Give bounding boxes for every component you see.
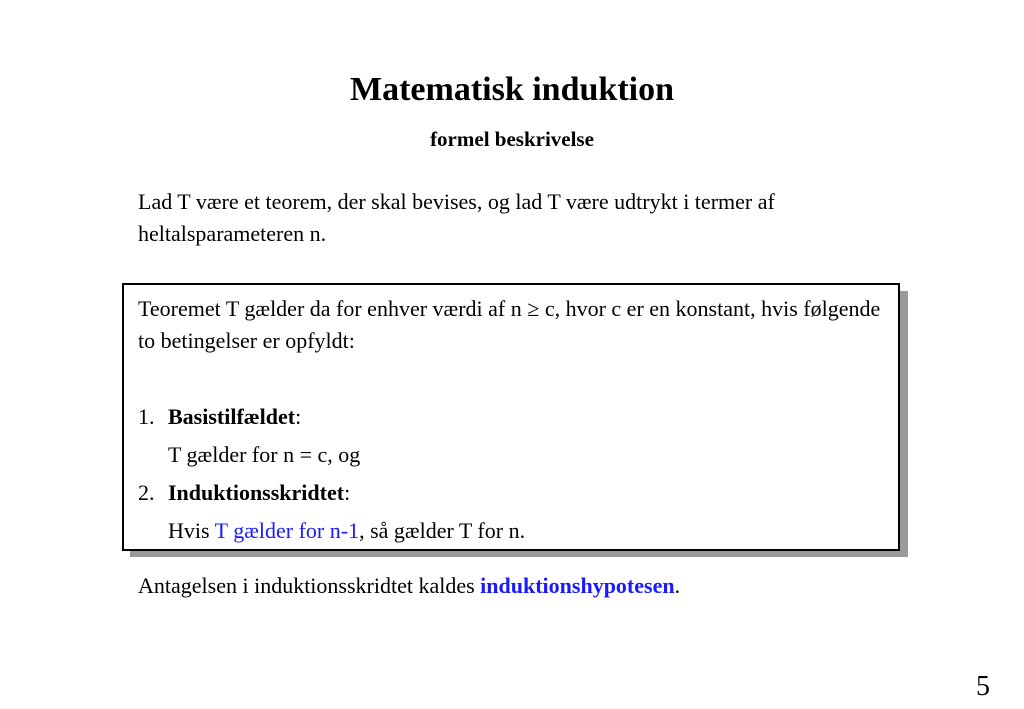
conclusion-suffix: . <box>674 573 681 598</box>
slide-subtitle: formel beskrivelse <box>430 127 594 151</box>
item-heading-basis: Basistilfældet <box>168 404 296 429</box>
item-heading-line-1 <box>168 401 868 433</box>
theorem-statement: Teoremet T gælder da for enhver værdi af n ≥ c, hvor c er en konstant, hvis følgende to betingelser er opfyldt: <box>138 296 881 353</box>
slide-title: Matematisk induktion <box>350 71 674 108</box>
item-text-induction <box>168 515 868 547</box>
conclusion-highlight: induktionshypotesen <box>480 573 675 598</box>
intro-paragraph: Lad T være et teorem, der skal bevises, og lad T være udtrykt i termer af heltalsparameteren n. <box>138 189 775 246</box>
item-text-suffix: , så gælder T for n. <box>359 518 526 543</box>
item-heading-induction: Induktionsskridtet <box>168 480 345 505</box>
conclusion-prefix: Antagelsen i induktionsskridtet kaldes <box>138 573 481 598</box>
item-colon-1: : <box>295 404 302 429</box>
item-heading-line-2 <box>168 477 868 509</box>
conclusion-paragraph <box>138 570 918 602</box>
item-text-basis: T gælder for n = c, og <box>168 442 361 467</box>
item-number-1: 1. <box>138 404 155 429</box>
item-text-prefix: Hvis <box>168 518 215 543</box>
item-number-2: 2. <box>138 480 155 505</box>
item-text-highlight: T gælder for n-1 <box>214 518 360 543</box>
item-colon-2: : <box>344 480 351 505</box>
page-number: 5 <box>976 671 990 702</box>
